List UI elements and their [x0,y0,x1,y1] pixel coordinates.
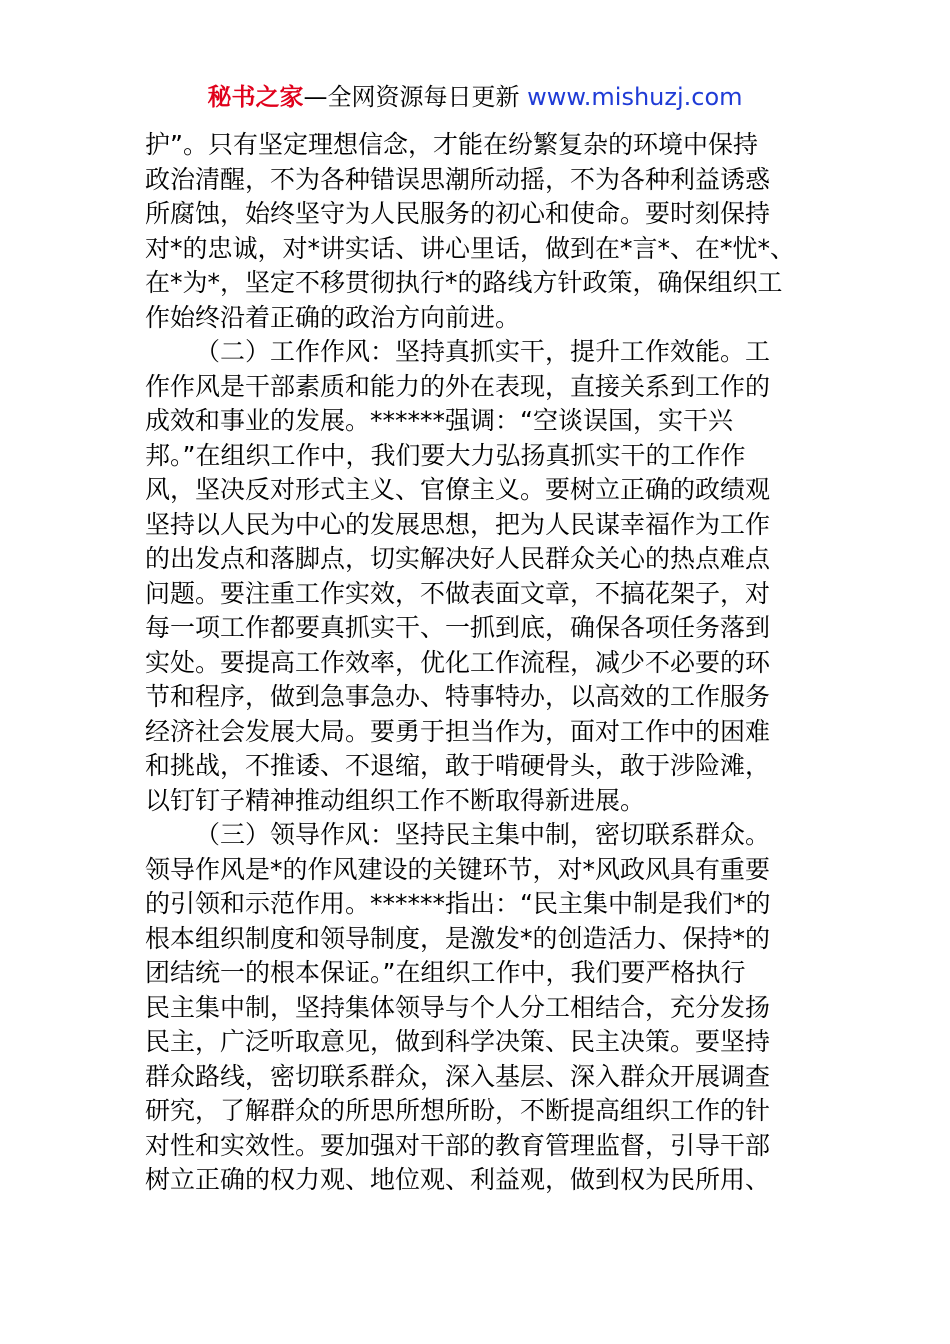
text-line: 邦。”在组织工作中，我们要大力弘扬真抓实干的工作作 [145,440,746,470]
text-line: 的出发点和落脚点，切实解决好人民群众关心的热点难点 [145,544,771,573]
site-brand: 秘书之家 [207,83,304,111]
text-line: 经济社会发展大局。要勇于担当作为，面对工作中的困难 [145,716,771,746]
text-line: 所腐蚀，始终坚守为人民服务的初心和使命。要时刻保持 [145,199,771,228]
text-line: 每一项工作都要真抓实干、一抓到底，确保各项任务落到 [145,613,771,642]
text-line: 在*为*，坚定不移贯彻执行*的路线方针政策，确保组织工 [145,268,783,297]
text-line: 对*的忠诚，对*讲实话、讲心里话，做到在*言*、在*忧*、 [145,233,796,263]
text-line: 问题。要注重工作实效，不做表面文章，不搞花架子，对 [145,578,771,608]
text-line: 坚持以人民为中心的发展思想，把为人民谋幸福作为工作 [145,509,771,539]
text-line: 民主集中制，坚持集体领导与个人分工相结合，充分发扬 [145,992,771,1022]
text-line: 风，坚决反对形式主义、官僚主义。要树立正确的政绩观 [145,475,771,504]
section-heading-work-style: （二）工作作风：坚持真抓实干，提升工作效能。工 [195,337,771,366]
text-line: 作始终沿着正确的政治方向前进。 [145,302,521,332]
document-body [145,128,815,1198]
text-line: 团结统一的根本保证。”在组织工作中，我们要严格执行 [145,958,746,987]
text-line: 节和程序，做到急事急办、特事特办，以高效的工作服务 [145,682,771,711]
site-header [0,80,950,114]
text-line: 和挑战，不推诿、不退缩，敢于啃硬骨头，敢于涉险滩， [145,751,771,780]
text-line: 群众路线，密切联系群众，深入基层、深入群众开展调查 [145,1061,771,1091]
text-line: 的引领和示范作用。******指出：“民主集中制是我们*的 [145,889,771,918]
text-line: 作作风是干部素质和能力的外在表现，直接关系到工作的 [145,371,771,401]
site-tagline: —全网资源每日更新 [303,83,528,111]
text-line: 根本组织制度和领导制度，是激发*的创造活力、保持*的 [145,923,771,953]
text-line: 以钉钉子精神推动组织工作不断取得新进展。 [145,785,646,815]
text-line: 政治清醒，不为各种错误思潮所动摇，不为各种利益诱惑 [145,164,771,194]
section-heading-leadership-style: （三）领导作风：坚持民主集中制，密切联系群众。 [195,820,771,849]
text-line: 成效和事业的发展。******强调：“空谈误国，实干兴 [145,406,733,435]
site-url-link[interactable]: www.mishuzj.com [527,83,743,111]
text-line: 民主，广泛听取意见，做到科学决策、民主决策。要坚持 [145,1027,771,1056]
text-line: 研究，了解群众的所思所想所盼，不断提高组织工作的针 [145,1096,771,1125]
text-line: 护”。只有坚定理想信念，才能在纷繁复杂的环境中保持 [145,130,758,159]
text-line: 实处。要提高工作效率，优化工作流程，减少不必要的环 [145,647,771,677]
text-line: 对性和实效性。要加强对干部的教育管理监督，引导干部 [145,1130,771,1160]
text-line: 树立正确的权力观、地位观、利益观，做到权为民所用、 [145,1165,771,1194]
text-line: 领导作风是*的作风建设的关键环节，对*风政风具有重要 [145,854,771,884]
